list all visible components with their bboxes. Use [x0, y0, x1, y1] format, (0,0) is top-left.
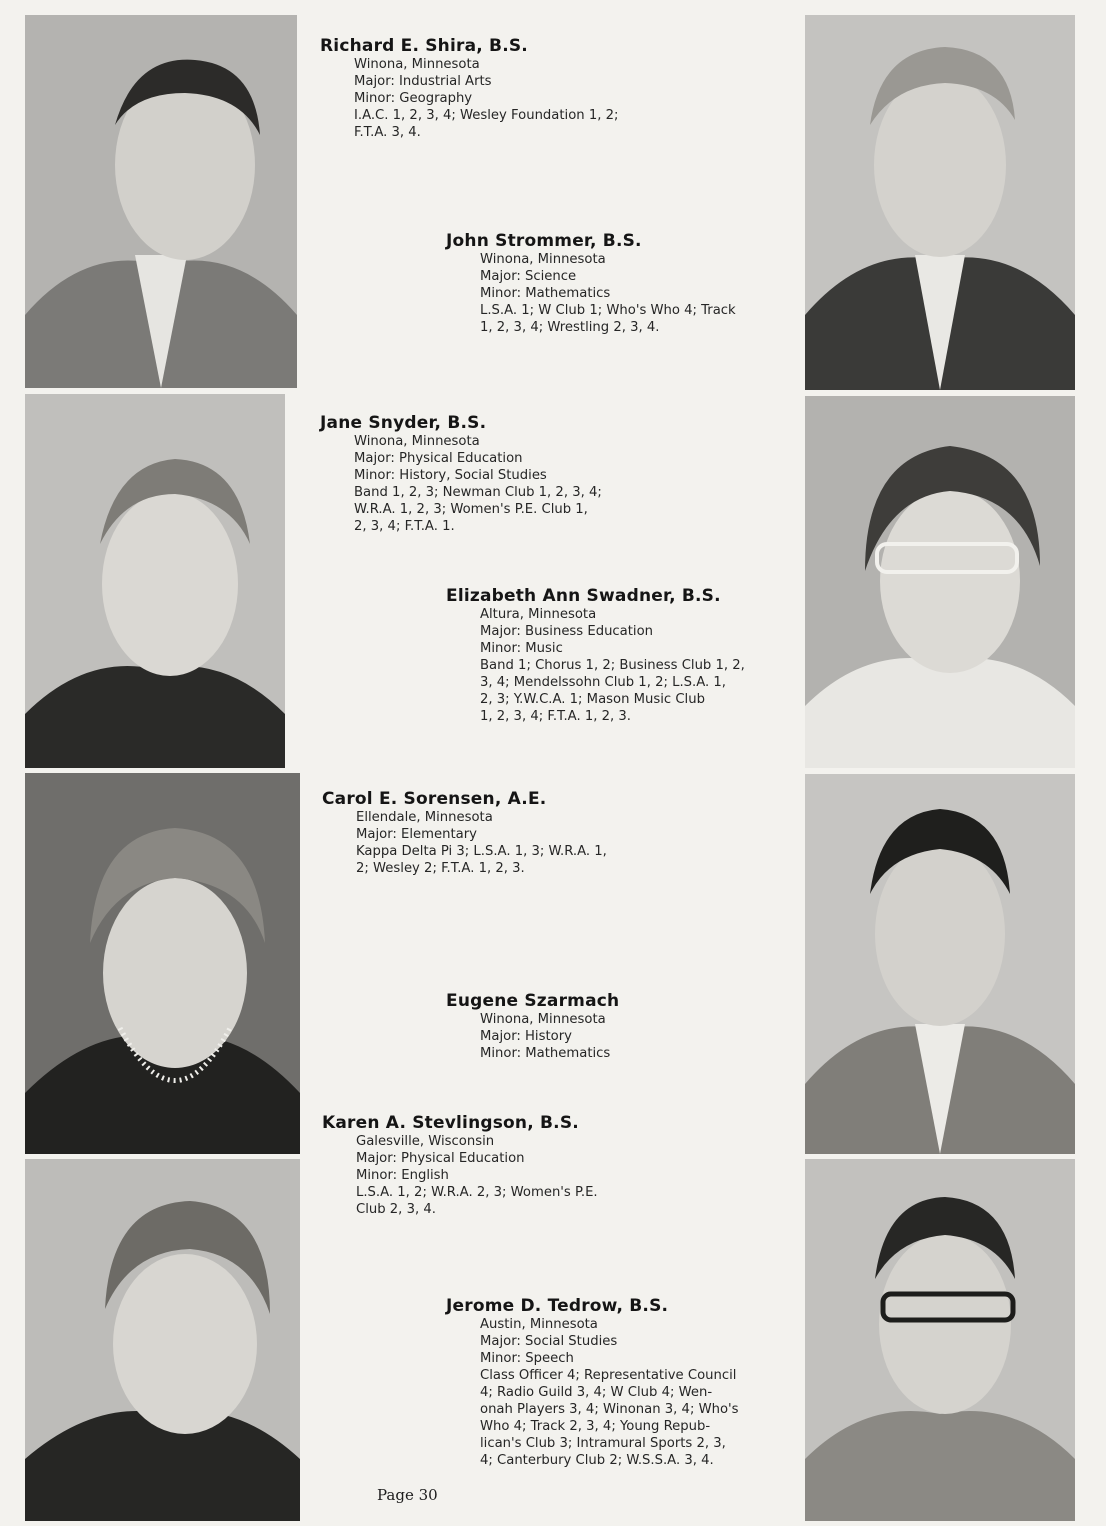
student-major: Major: Physical Education [356, 1151, 525, 1166]
student-name: Elizabeth Ann Swadner, B.S. [446, 586, 721, 606]
student-major: Major: History [480, 1029, 572, 1044]
student-entry-elizabeth-swadner [446, 586, 745, 725]
student-major: Major: Science [480, 269, 577, 284]
student-hometown: Winona, Minnesota [354, 434, 480, 449]
student-hometown: Altura, Minnesota [480, 607, 597, 622]
student-hometown: Galesville, Wisconsin [356, 1134, 495, 1149]
portrait-photo-karen-stevlingson [25, 1159, 300, 1521]
student-entry-eugene-szarmach [446, 991, 619, 1062]
student-activities: L.S.A. 1; W Club 1; Who's Who 4; Track 1, 2, 3, 4; Wrestling 2, 3, 4. [480, 303, 736, 335]
student-hometown: Winona, Minnesota [480, 1012, 606, 1027]
student-minor: Minor: Speech [480, 1351, 574, 1366]
student-name: Eugene Szarmach [446, 991, 620, 1011]
student-entry-richard-shira [320, 36, 618, 141]
student-name: Carol E. Sorensen, A.E. [322, 789, 547, 809]
student-entry-jane-snyder [320, 413, 602, 535]
student-hometown: Austin, Minnesota [480, 1317, 598, 1332]
portrait-photo-carol-sorensen [25, 773, 300, 1154]
student-hometown: Ellendale, Minnesota [356, 810, 493, 825]
student-activities: Kappa Delta Pi 3; L.S.A. 1, 3; W.R.A. 1, 2; Wesley 2; F.T.A. 1, 2, 3. [356, 844, 607, 876]
student-minor: Minor: Mathematics [480, 286, 611, 301]
student-minor: Minor: Geography [354, 91, 473, 106]
student-activities: L.S.A. 1, 2; W.R.A. 2, 3; Women's P.E. Club 2, 3, 4. [356, 1185, 598, 1217]
student-entry-john-strommer [446, 231, 736, 336]
page-number: Page 30 [377, 1486, 438, 1504]
student-entry-jerome-tedrow [446, 1296, 739, 1469]
student-minor: Minor: Mathematics [480, 1046, 611, 1061]
student-activities: Band 1, 2, 3; Newman Club 1, 2, 3, 4; W.R.A. 1, 2, 3; Women's P.E. Club 1, 2, 3, 4; F.T.A. 1. [354, 485, 602, 534]
student-hometown: Winona, Minnesota [480, 252, 606, 267]
student-activities: Class Officer 4; Representative Council 4; Radio Guild 3, 4; W Club 4; Wen- onah Players 3, 4; Winonan 3, 4; Who's Who 4; Track 2, 3, 4; Young Repub- lican's Club 3; Intramural Sports 2, 3, 4; Canterbury Club 2; W.S.S.A. 3, 4. [480, 1368, 739, 1468]
student-name: Karen A. Stevlingson, B.S. [322, 1113, 579, 1133]
student-activities: Band 1; Chorus 1, 2; Business Club 1, 2, 3, 4; Mendelssohn Club 1, 2; L.S.A. 1, 2, 3; Y.W.C.A. 1; Mason Music Club 1, 2, 3, 4; F.T.A. 1, 2, 3. [480, 658, 745, 724]
portrait-photo-john-strommer [805, 15, 1075, 390]
student-name: Jerome D. Tedrow, B.S. [446, 1296, 669, 1316]
student-name: Richard E. Shira, B.S. [320, 36, 528, 56]
portrait-photo-eugene-szarmach [805, 774, 1075, 1154]
student-minor: Minor: Music [480, 641, 563, 656]
portrait-photo-richard-shira [25, 15, 297, 388]
student-minor: Minor: History, Social Studies [354, 468, 547, 483]
student-major: Major: Elementary [356, 827, 477, 842]
portrait-photo-jane-snyder [25, 394, 285, 768]
student-major: Major: Physical Education [354, 451, 523, 466]
student-hometown: Winona, Minnesota [354, 57, 480, 72]
student-minor: Minor: English [356, 1168, 449, 1183]
student-name: John Strommer, B.S. [446, 231, 642, 251]
student-activities: I.A.C. 1, 2, 3, 4; Wesley Foundation 1, 2; F.T.A. 3, 4. [354, 108, 619, 140]
student-entry-karen-stevlingson [322, 1113, 598, 1218]
student-major: Major: Business Education [480, 624, 654, 639]
student-entry-carol-sorensen [322, 789, 607, 877]
portrait-photo-jerome-tedrow [805, 1159, 1075, 1521]
student-name: Jane Snyder, B.S. [320, 413, 487, 433]
student-major: Major: Social Studies [480, 1334, 618, 1349]
student-major: Major: Industrial Arts [354, 74, 492, 89]
portrait-photo-elizabeth-swadner [805, 396, 1075, 768]
